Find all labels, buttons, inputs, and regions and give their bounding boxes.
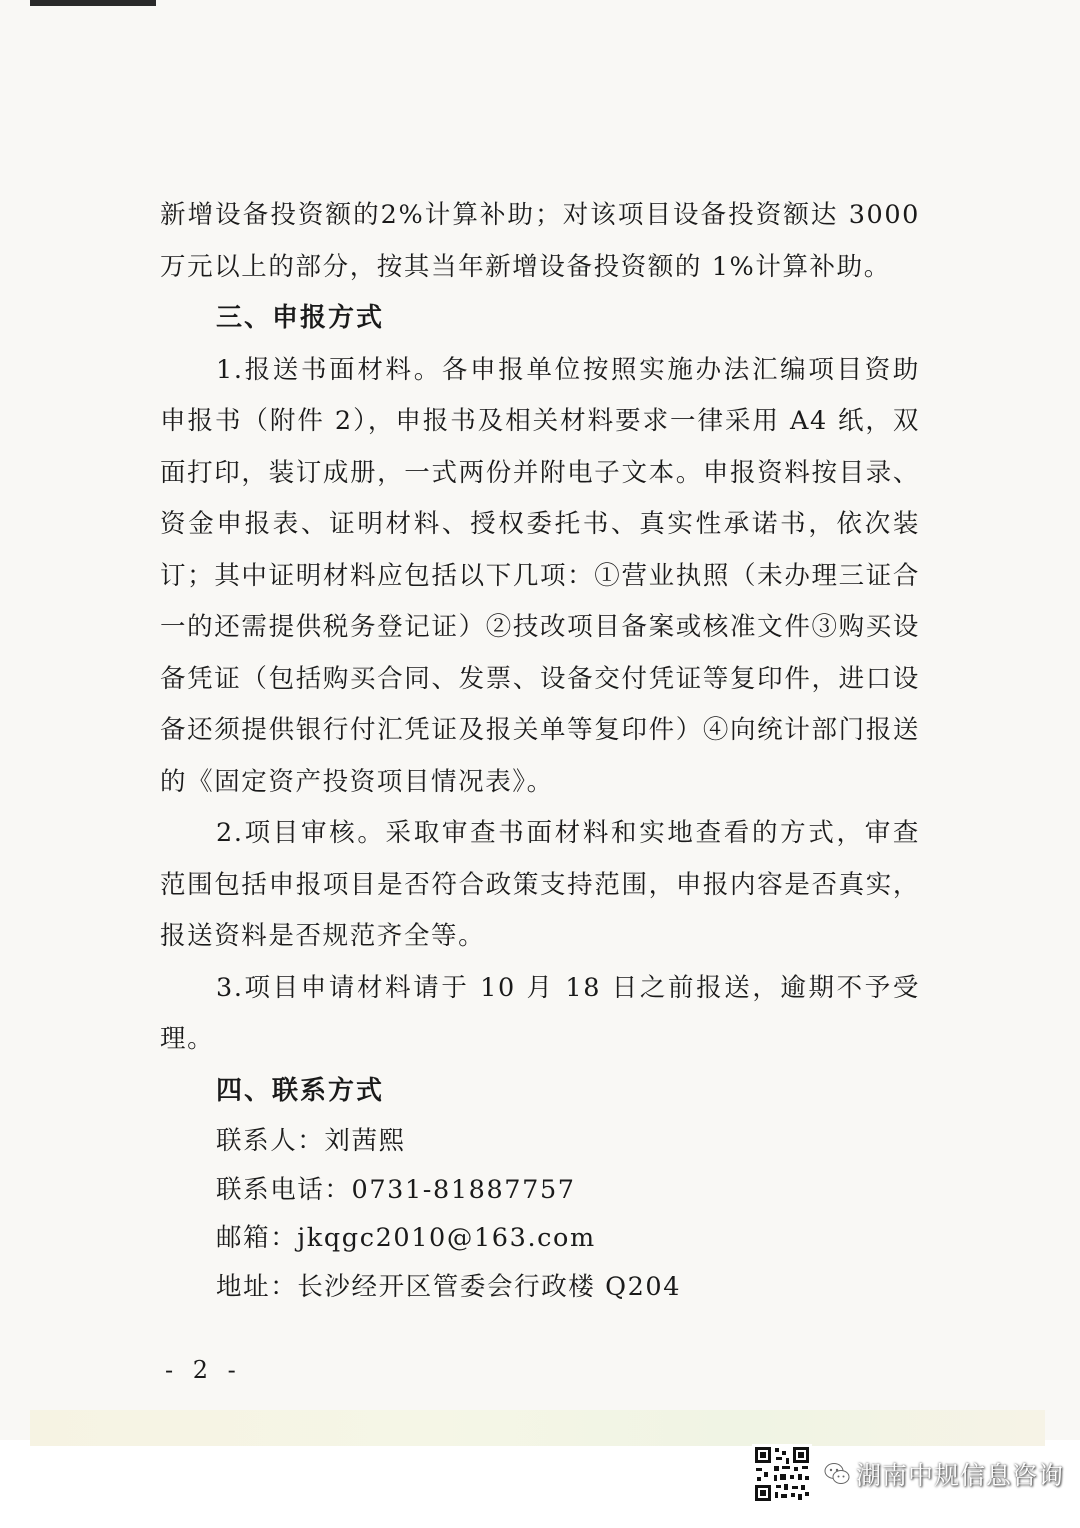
- section-heading-application: 三、申报方式: [216, 303, 385, 333]
- wechat-icon: [824, 1461, 850, 1487]
- document-body: [160, 190, 920, 1311]
- section-heading-contact: 四、联系方式: [216, 1075, 385, 1106]
- brand-name: 湖南中规信息咨询: [856, 1461, 1065, 1490]
- contact-phone: 联系电话：0731-81887757: [216, 1174, 576, 1205]
- paragraph-subsidy: 新增设备投资额的2%计算补助；对该项目设备投资额达 3000 万元以上的部分，按其当年新增设备投资额的 1%计算补助。: [160, 200, 920, 282]
- paragraph-deadline: 3.项目申请材料请于 10 月 18 日之前报送，逾期不予受理。: [160, 972, 920, 1054]
- contact-email: 邮箱：jkqgc2010@163.com: [216, 1223, 596, 1253]
- scan-edge: [30, 0, 156, 6]
- qr-code-icon[interactable]: [752, 1444, 812, 1504]
- paragraph-submit-materials: 1.报送书面材料。各申报单位按照实施办法汇编项目资助申报书（附件 2），申报书及相关材料要求一律采用 A4 纸，双面打印，装订成册，一式两份并附电子文本。申报资料按目录、资金申报表、证明材料、授权委托书、真实性承诺书，依次装订；其中证明材料应包括以下几项：①营业执照（未办理三证合一的还需提供税务登记证）②技改项目备案或核准文件③购买设备凭证（包括购买合同、发票、设备交付凭证等复印件，进口设备还须提供银行付汇凭证及报关单等复印件）④向统计部门报送的《固定资产投资项目情况表》。: [160, 354, 920, 797]
- contact-person: 联系人：刘茜熙: [216, 1126, 406, 1156]
- scan-stain: [30, 1410, 1045, 1446]
- page-number: - 2 -: [165, 1356, 242, 1384]
- paragraph-project-review: 2.项目审核。采取审查书面材料和实地查看的方式，审查范围包括申报项目是否符合政策支持范围，申报内容是否真实，报送资料是否规范齐全等。: [160, 818, 920, 951]
- wechat-watermark: [752, 1443, 1065, 1505]
- contact-address: 地址：长沙经开区管委会行政楼 Q204: [216, 1271, 682, 1302]
